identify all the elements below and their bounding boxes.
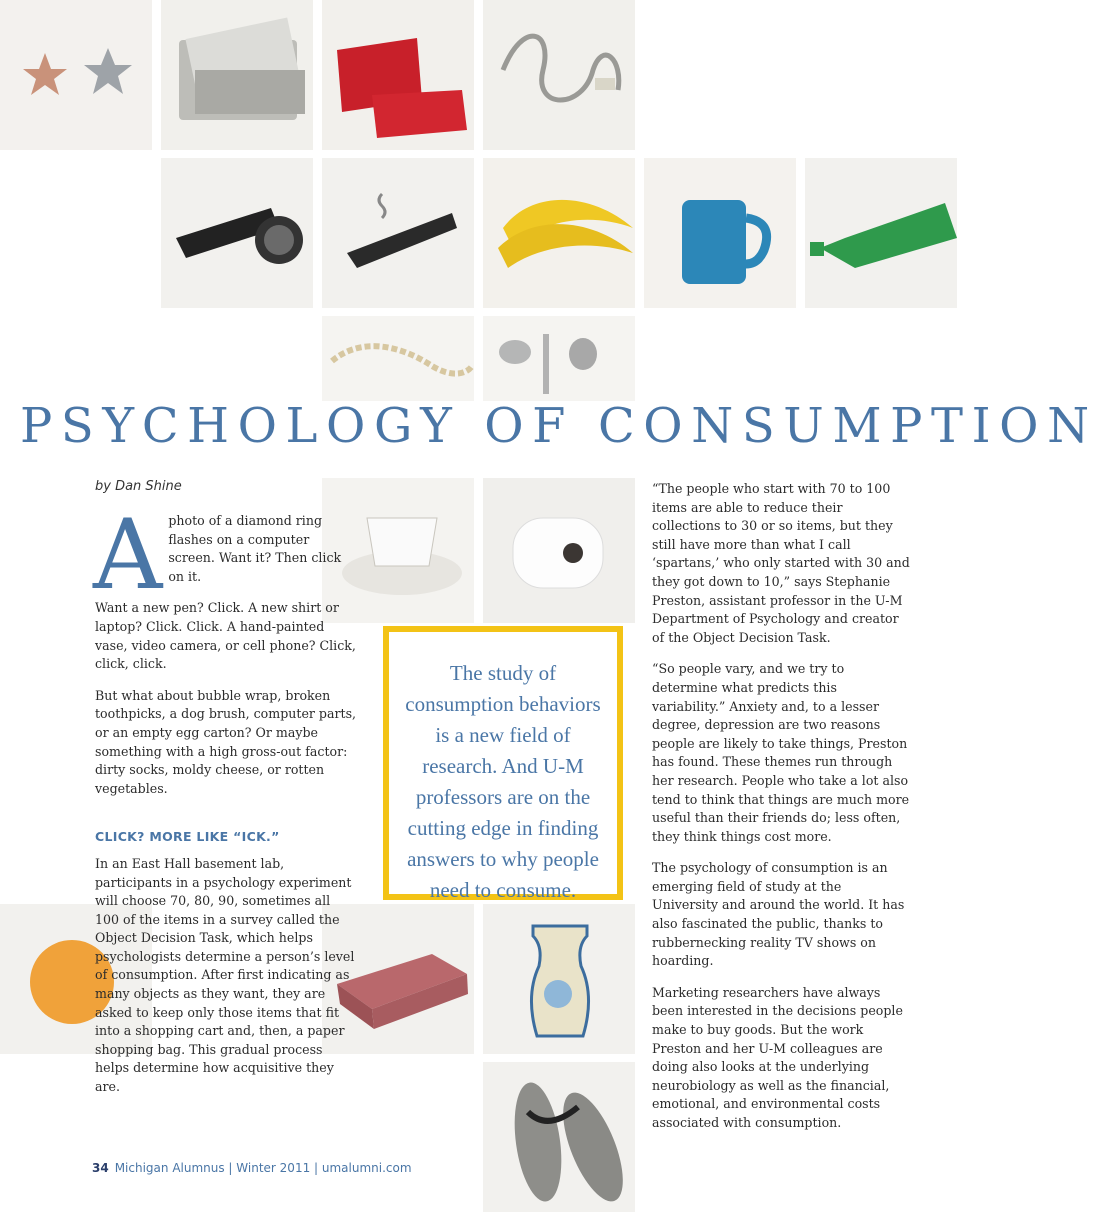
- photo-paper-towel: [483, 478, 635, 623]
- body-paragraph: “The people who start with 70 to 100 items are able to reduce their collections to 30 or so items, but they still have more than what I call ‘spartans,’ who only started with 30 and they got down to 10,” says Stephanie Preston, assistant professor in the U-M Department of Psychology and creator of the Object Decision Task.: [652, 481, 910, 645]
- photo-corkscrew: [322, 158, 474, 308]
- pull-quote-box: [383, 626, 623, 900]
- photo-painted-vase: [483, 904, 635, 1054]
- photo-red-box: [322, 0, 474, 150]
- body-paragraph: Marketing researchers have always been interested in the decisions people make to buy goods. But the work Preston and her U-M colleagues are doing also looks at the underlying neurobiology as well as the financial, emotional, and environmental costs associated with consumption.: [652, 984, 903, 1130]
- footer-publication: Michigan Alumnus | Winter 2011 | umalumni.com: [114, 1161, 412, 1175]
- pull-quote-text: The study of consumption behaviors is a new field of research. And U-M professors are on the cutting edge in finding answers to why people need to consume.: [405, 661, 601, 902]
- left-column: [93, 499, 357, 1110]
- body-paragraph: Want a new pen? Click. A new shirt or laptop? Click. Click. A hand-painted vase, video camera, or cell phone? Click, click, click.: [95, 600, 356, 672]
- body-paragraph: In an East Hall basement lab, participants in a psychology experiment will choose 70, 80, 90, sometimes all 100 of the items in a survey called the Object Decision Task, which helps psychologists determine a person’s level of consumption. After first indicating as many objects as they want, they are asked to keep only those items that fit into a shopping cart and, then, a paper shopping bag. This gradual process helps determine how acquisitive they are.: [95, 855, 355, 1095]
- section-subhead: CLICK? MORE LIKE “ICK.”: [95, 829, 280, 845]
- drop-cap: A: [93, 499, 163, 611]
- photo-blue-mug: [644, 158, 796, 308]
- body-paragraph: “So people vary, and we try to determine what predicts this variability.” Anxiety and, to a lesser degree, depression are two reasons people are likely to take things, Preston has found. These themes run through her research. People who take a lot also tend to think that things are much more useful than their friends do; less often, they think things cost more.: [652, 661, 910, 844]
- body-paragraph: The psychology of consumption is an emerging field of study at the University and around the world. It has also fascinated the public, thanks to rubbernecking reality TV shows on hoarding.: [652, 860, 905, 969]
- article-title: PSYCHOLOGY OF CONSUMPTION: [20, 398, 1098, 454]
- photo-wristwatch: [161, 158, 313, 308]
- photo-bead-necklace: [322, 316, 474, 401]
- right-column: [652, 480, 910, 1146]
- photo-soda-bottle: [805, 158, 957, 308]
- photo-cable: [483, 0, 635, 150]
- photo-flip-flops: [483, 1062, 635, 1212]
- photo-gift-bows: [0, 0, 152, 150]
- photo-utensils: [483, 316, 635, 401]
- page-footer: [92, 1161, 412, 1175]
- body-paragraph: But what about bubble wrap, broken toothpicks, a dog brush, computer parts, or an empty egg carton? Or maybe something with a high gross-out factor: dirty socks, moldy cheese, or rotten vegetables.: [95, 687, 357, 796]
- photo-bananas: [483, 158, 635, 308]
- intro-paragraph: Aphoto of a diamond ring flashes on a computer screen. Want it? Then click on it.: [93, 499, 342, 611]
- page-number: 34: [92, 1161, 109, 1175]
- photo-newspapers: [161, 0, 313, 150]
- byline: by Dan Shine: [95, 479, 182, 494]
